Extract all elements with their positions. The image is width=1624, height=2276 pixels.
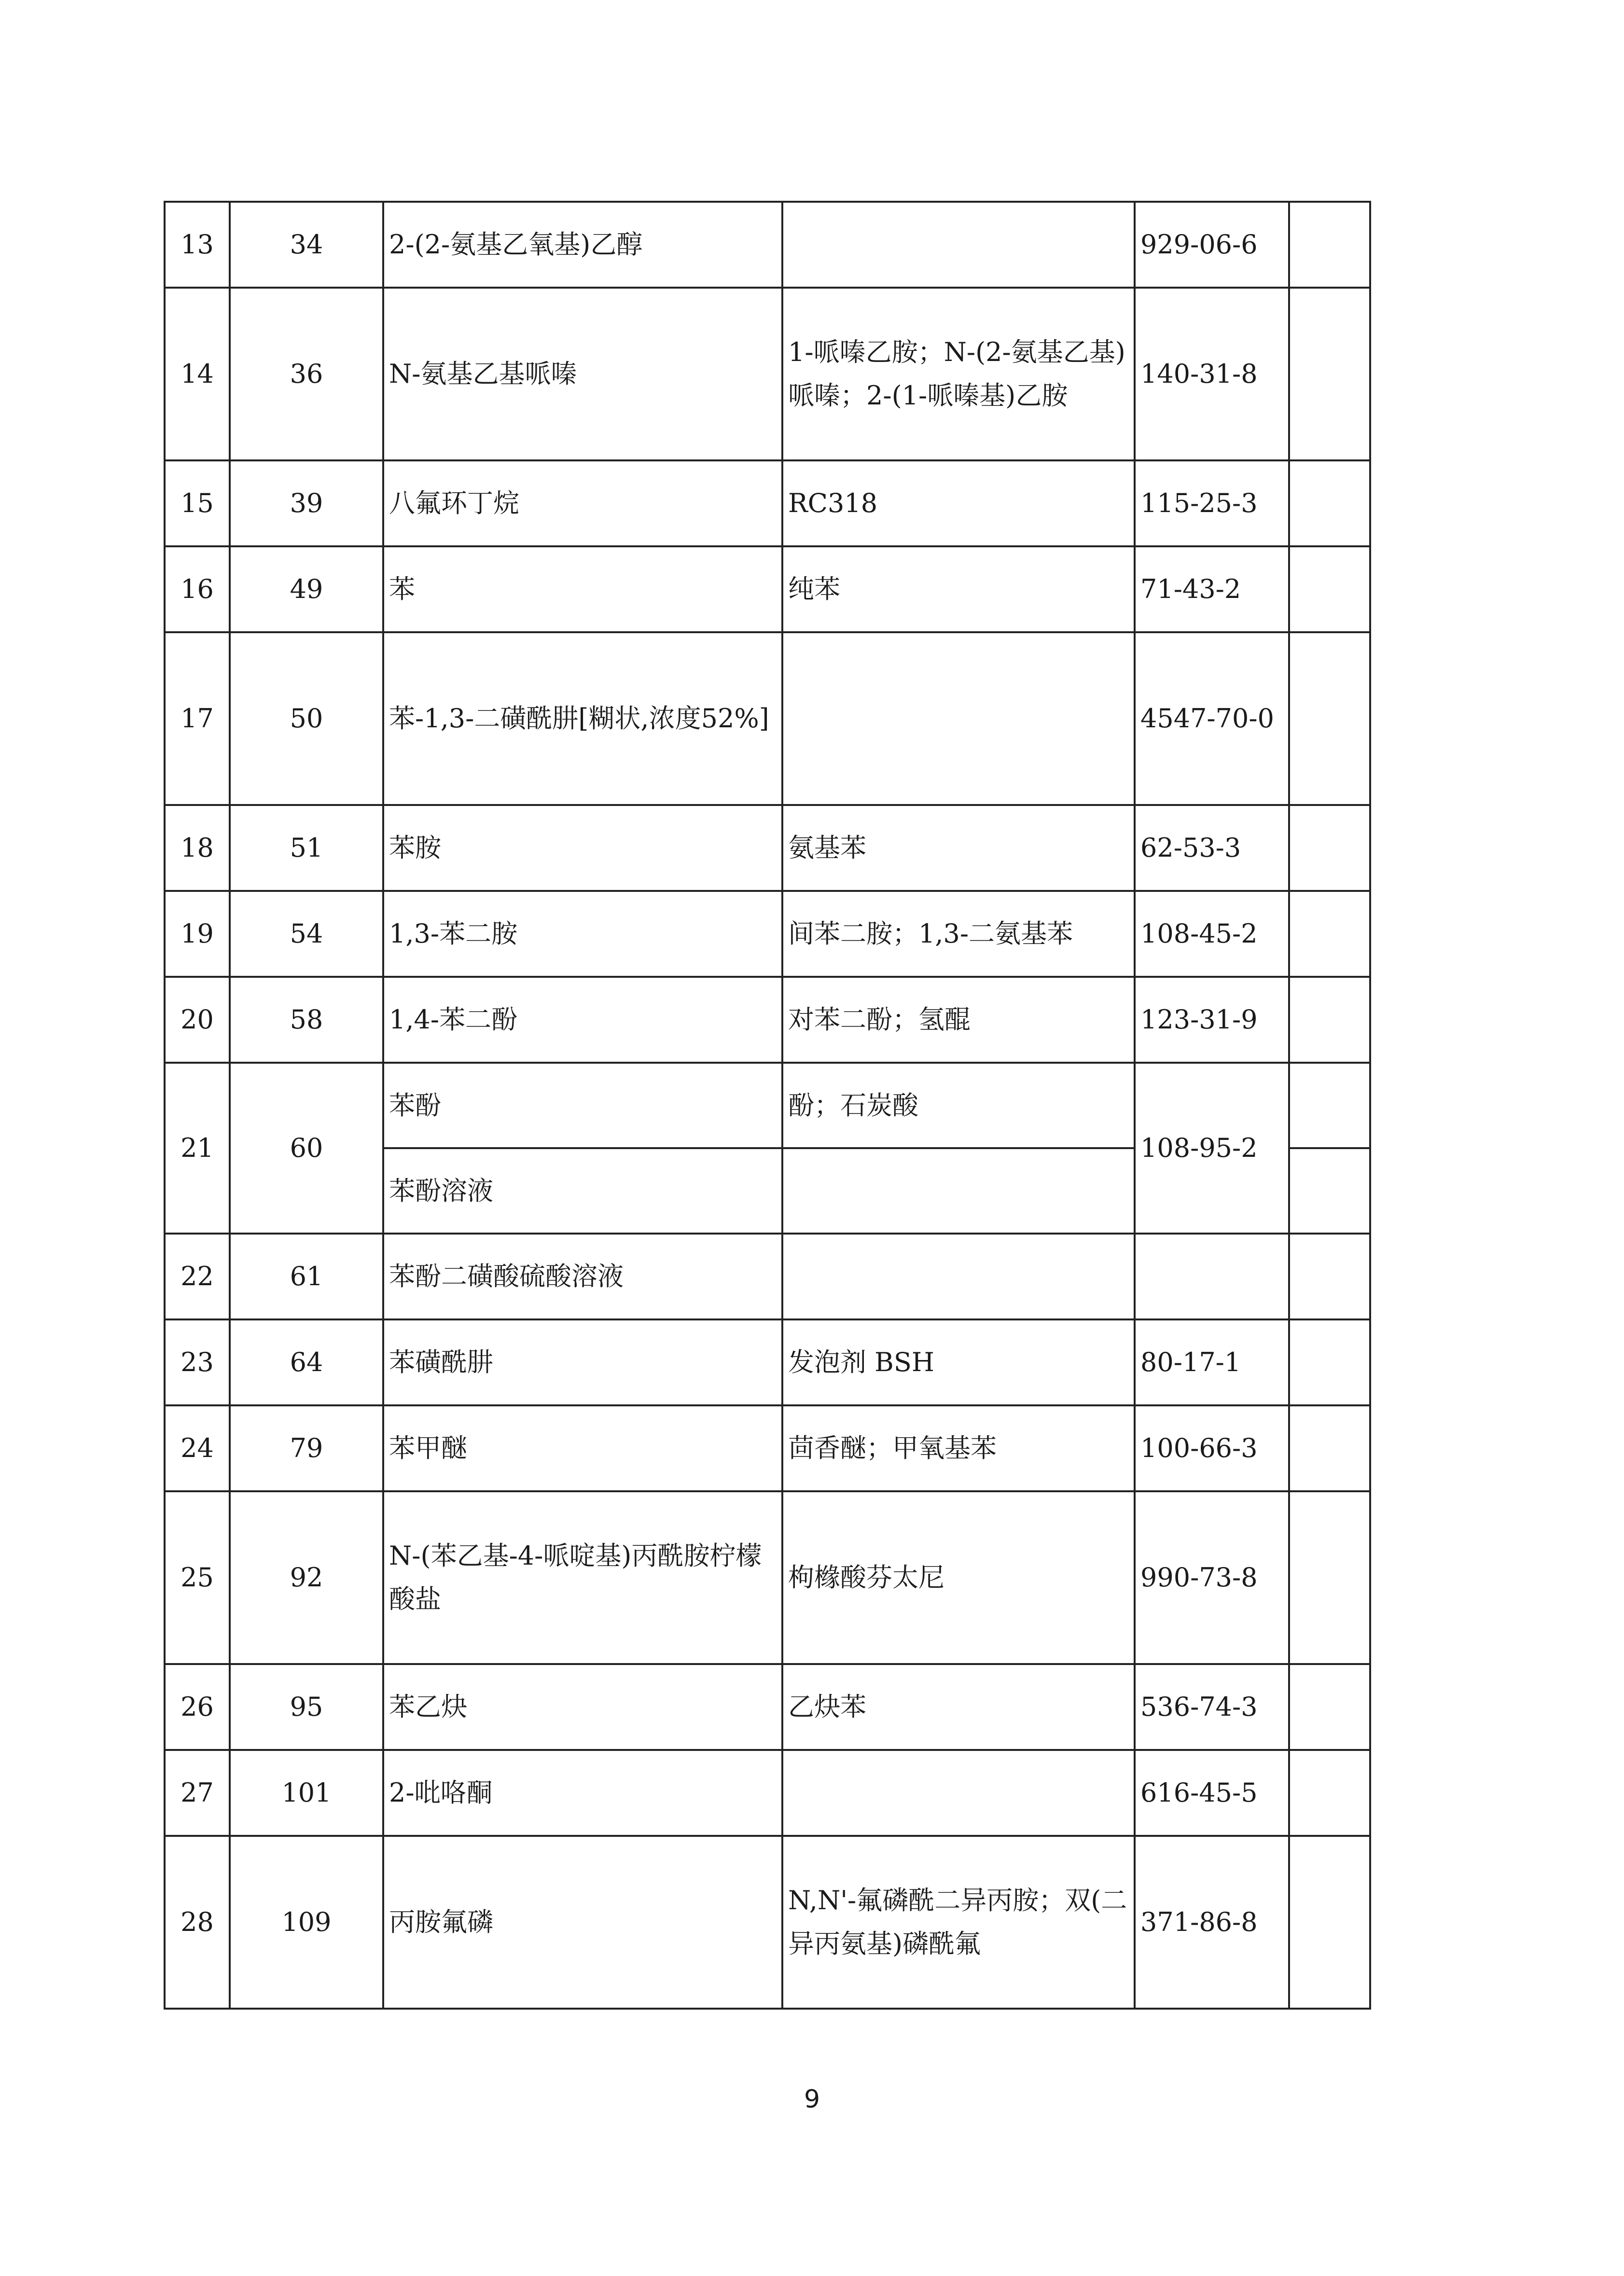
table-row [165, 1405, 1370, 1491]
table-row [165, 977, 1370, 1063]
alias-cell [782, 1750, 1135, 1836]
cas-cell: 929-06-6 [1135, 202, 1289, 288]
name-cell: 苯磺酰肼 [383, 1319, 782, 1405]
seq-cell: 24 [165, 1405, 230, 1491]
table-row [165, 288, 1370, 460]
table-row [165, 1063, 1370, 1148]
table-row [165, 1664, 1370, 1750]
alias-cell [782, 1234, 1135, 1319]
name-cell: 丙胺氟磷 [383, 1836, 782, 2009]
empty-cell [1289, 1234, 1370, 1319]
no-cell: 50 [230, 632, 383, 805]
name-cell: N-氨基乙基哌嗪 [383, 288, 782, 460]
alias-cell: RC318 [782, 460, 1135, 546]
name-cell: 苯酚溶液 [383, 1148, 782, 1234]
seq-cell: 20 [165, 977, 230, 1063]
table-row [165, 1319, 1370, 1405]
alias-cell: 酚；石炭酸 [782, 1063, 1135, 1148]
empty-cell [1289, 1319, 1370, 1405]
name-cell: 八氟环丁烷 [383, 460, 782, 546]
seq-cell: 21 [165, 1063, 230, 1234]
empty-cell [1289, 1750, 1370, 1836]
seq-cell: 15 [165, 460, 230, 546]
alias-cell: 乙炔苯 [782, 1664, 1135, 1750]
empty-cell [1289, 1491, 1370, 1664]
name-cell: 苯酚 [383, 1063, 782, 1148]
table-row [165, 1234, 1370, 1319]
seq-cell: 13 [165, 202, 230, 288]
no-cell: 39 [230, 460, 383, 546]
cas-cell: 71-43-2 [1135, 546, 1289, 632]
empty-cell [1289, 546, 1370, 632]
table-row [165, 805, 1370, 891]
empty-cell [1289, 977, 1370, 1063]
no-cell: 101 [230, 1750, 383, 1836]
alias-cell: 氨基苯 [782, 805, 1135, 891]
seq-cell: 25 [165, 1491, 230, 1664]
empty-cell [1289, 1148, 1370, 1234]
no-cell: 36 [230, 288, 383, 460]
page-number: 9 [804, 2085, 820, 2114]
no-cell: 34 [230, 202, 383, 288]
alias-cell [782, 1148, 1135, 1234]
no-cell: 54 [230, 891, 383, 977]
cas-cell: 62-53-3 [1135, 805, 1289, 891]
name-cell: 1,4-苯二酚 [383, 977, 782, 1063]
table-row [165, 202, 1370, 288]
no-cell: 64 [230, 1319, 383, 1405]
cas-cell: 123-31-9 [1135, 977, 1289, 1063]
empty-cell [1289, 1063, 1370, 1148]
cas-cell: 108-95-2 [1135, 1063, 1289, 1234]
cas-cell: 100-66-3 [1135, 1405, 1289, 1491]
cas-cell: 115-25-3 [1135, 460, 1289, 546]
alias-cell: N,N'-氟磷酰二异丙胺；双(二异丙氨基)磷酰氟 [782, 1836, 1135, 2009]
empty-cell [1289, 202, 1370, 288]
table-row [165, 1836, 1370, 2009]
name-cell: 苯-1,3-二磺酰肼[糊状,浓度52%] [383, 632, 782, 805]
no-cell: 61 [230, 1234, 383, 1319]
empty-cell [1289, 632, 1370, 805]
alias-cell: 间苯二胺；1,3-二氨基苯 [782, 891, 1135, 977]
seq-cell: 23 [165, 1319, 230, 1405]
alias-cell: 对苯二酚；氢醌 [782, 977, 1135, 1063]
no-cell: 49 [230, 546, 383, 632]
name-cell: 苯甲醚 [383, 1405, 782, 1491]
name-cell: 1,3-苯二胺 [383, 891, 782, 977]
seq-cell: 26 [165, 1664, 230, 1750]
empty-cell [1289, 1405, 1370, 1491]
empty-cell [1289, 288, 1370, 460]
seq-cell: 28 [165, 1836, 230, 2009]
no-cell: 109 [230, 1836, 383, 2009]
empty-cell [1289, 805, 1370, 891]
cas-cell: 140-31-8 [1135, 288, 1289, 460]
chemical-table [164, 201, 1371, 2010]
seq-cell: 27 [165, 1750, 230, 1836]
cas-cell: 108-45-2 [1135, 891, 1289, 977]
no-cell: 95 [230, 1664, 383, 1750]
table-row [165, 460, 1370, 546]
cas-cell: 616-45-5 [1135, 1750, 1289, 1836]
name-cell: 苯乙炔 [383, 1664, 782, 1750]
no-cell: 51 [230, 805, 383, 891]
no-cell: 92 [230, 1491, 383, 1664]
cas-cell: 80-17-1 [1135, 1319, 1289, 1405]
seq-cell: 14 [165, 288, 230, 460]
seq-cell: 18 [165, 805, 230, 891]
cas-cell: 536-74-3 [1135, 1664, 1289, 1750]
empty-cell [1289, 460, 1370, 546]
table-row [165, 1491, 1370, 1664]
no-cell: 79 [230, 1405, 383, 1491]
seq-cell: 16 [165, 546, 230, 632]
empty-cell [1289, 1664, 1370, 1750]
alias-cell: 1-哌嗪乙胺；N-(2-氨基乙基)哌嗪；2-(1-哌嗪基)乙胺 [782, 288, 1135, 460]
no-cell: 60 [230, 1063, 383, 1234]
table-row [165, 1750, 1370, 1836]
name-cell: 苯 [383, 546, 782, 632]
cas-cell: 990-73-8 [1135, 1491, 1289, 1664]
empty-cell [1289, 891, 1370, 977]
alias-cell [782, 632, 1135, 805]
cas-cell: 4547-70-0 [1135, 632, 1289, 805]
cas-cell [1135, 1234, 1289, 1319]
table-row [165, 891, 1370, 977]
name-cell: 2-(2-氨基乙氧基)乙醇 [383, 202, 782, 288]
alias-cell: 茴香醚；甲氧基苯 [782, 1405, 1135, 1491]
seq-cell: 19 [165, 891, 230, 977]
alias-cell: 发泡剂 BSH [782, 1319, 1135, 1405]
alias-cell [782, 202, 1135, 288]
table-row [165, 632, 1370, 805]
seq-cell: 17 [165, 632, 230, 805]
seq-cell: 22 [165, 1234, 230, 1319]
alias-cell: 枸橼酸芬太尼 [782, 1491, 1135, 1664]
empty-cell [1289, 1836, 1370, 2009]
alias-cell: 纯苯 [782, 546, 1135, 632]
no-cell: 58 [230, 977, 383, 1063]
name-cell: 苯胺 [383, 805, 782, 891]
name-cell: 2-吡咯酮 [383, 1750, 782, 1836]
table-row [165, 546, 1370, 632]
cas-cell: 371-86-8 [1135, 1836, 1289, 2009]
name-cell: N-(苯乙基-4-哌啶基)丙酰胺柠檬酸盐 [383, 1491, 782, 1664]
name-cell: 苯酚二磺酸硫酸溶液 [383, 1234, 782, 1319]
